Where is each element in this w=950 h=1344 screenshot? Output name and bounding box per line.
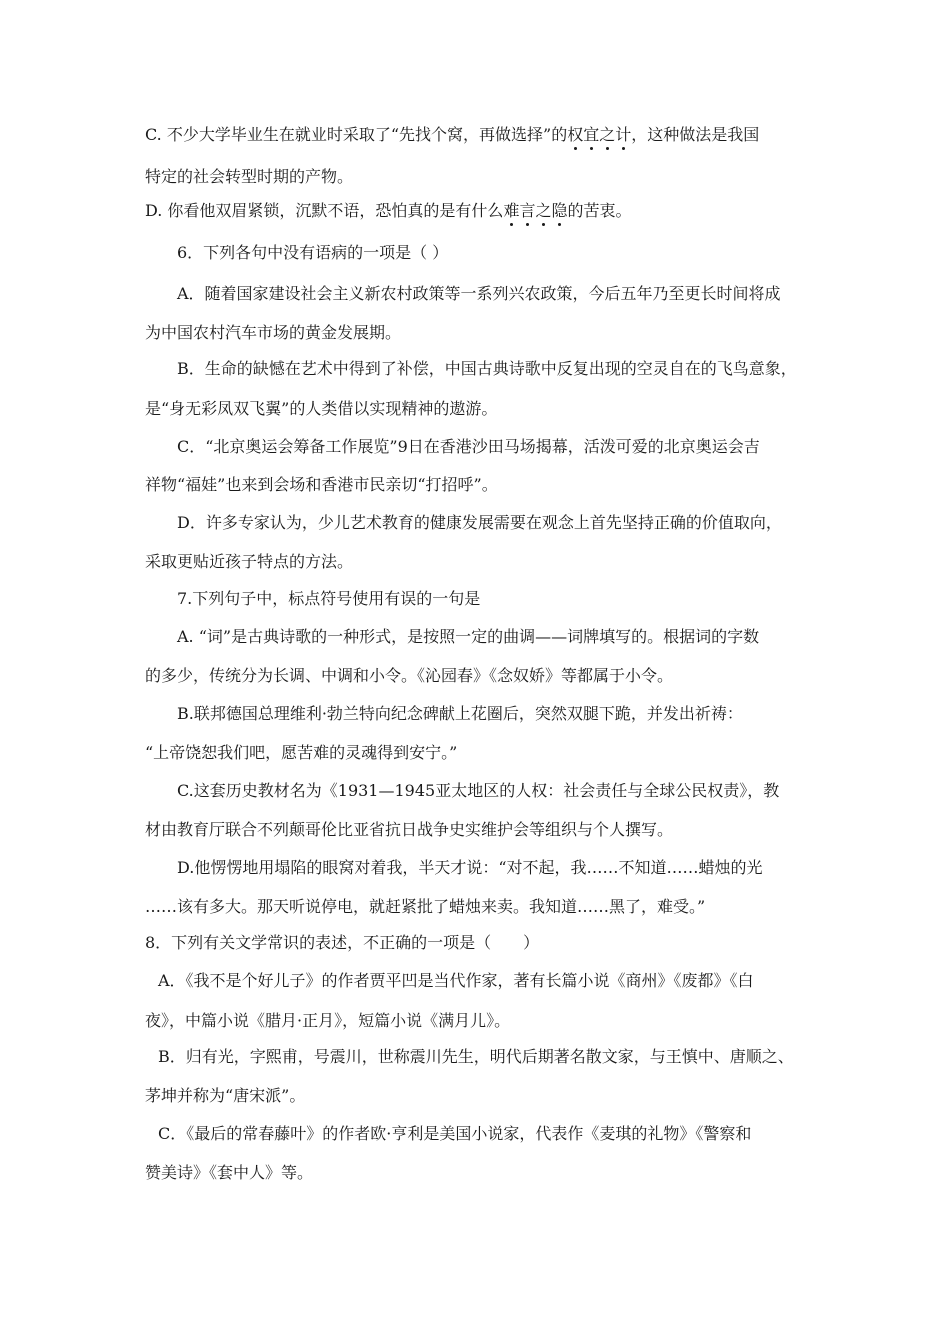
q8-option-c-line1: C．《最后的常春藤叶》的作者欧·亨利是美国小说家，代表作《麦琪的礼物》《警察和	[158, 1124, 752, 1143]
q5-option-d-line1	[145, 200, 631, 222]
q8-option-a-line1: A．《我不是个好儿子》的作者贾平凹是当代作家，著有长篇小说《商州》《废都》《白	[158, 971, 754, 990]
q8-stem: 8．下列有关文学常识的表述，不正确的一项是（ ）	[145, 933, 540, 952]
q7-stem: 7.下列句子中，标点符号使用有误的一句是	[177, 589, 481, 608]
q5-option-c-text-pre: C. 不少大学毕业生在就业时采取了“先找个窝，再做选择”的	[145, 125, 568, 144]
q5-option-c-line2: 特定的社会转型时期的产物。	[145, 167, 354, 186]
q7-option-c-line2: 材由教育厅联合不列颠哥伦比亚省抗日战争史实维护会等组织与个人撰写。	[145, 820, 674, 839]
q6-option-a-line1: A．随着国家建设社会主义新农村政策等一系列兴农政策，今后五年乃至更长时间将成	[177, 284, 781, 303]
q8-option-c-line2: 赞美诗》《套中人》等。	[145, 1163, 314, 1182]
q5-option-d-text-post: 的苦衷。	[567, 201, 632, 220]
q5-option-d-emphasized-idiom: 难言之隐	[503, 200, 567, 222]
q7-option-d-line2: ……该有多大。那天听说停电，就赶紧批了蜡烛来卖。我知道……黑了，难受。”	[145, 897, 706, 916]
emphasis-dots	[503, 223, 567, 229]
q7-option-d-line1: D.他愣愣地用塌陷的眼窝对着我，半天才说：“对不起，我……不知道……蜡烛的光	[177, 858, 763, 877]
emphasis-dots	[567, 147, 631, 153]
q7-option-c-line1: C.这套历史教材名为《1931—1945亚太地区的人权：社会责任与全球公民权责》，教	[177, 781, 780, 800]
q6-option-b-line1: B．生命的缺憾在艺术中得到了补偿，中国古典诗歌中反复出现的空灵自在的飞鸟意象，	[177, 359, 797, 378]
q6-option-c-line2: 祥物“福娃”也来到会场和香港市民亲切“打招呼”。	[145, 475, 498, 494]
q6-option-b-line2: 是“身无彩凤双飞翼”的人类借以实现精神的遨游。	[145, 399, 498, 418]
q6-stem: 6．下列各句中没有语病的一项是（ ）	[177, 243, 449, 262]
q7-option-b-line2: “上帝饶恕我们吧，愿苦难的灵魂得到安宁。”	[145, 743, 458, 762]
q6-option-a-line2: 为中国农村汽车市场的黄金发展期。	[145, 323, 402, 342]
q8-option-a-line2: 夜》，中篇小说《腊月·正月》，短篇小说《满月儿》。	[145, 1011, 511, 1030]
q6-option-d-line2: 采取更贴近孩子特点的方法。	[145, 552, 354, 571]
q5-option-c-line1	[145, 124, 759, 146]
q7-option-b-line1: B.联邦德国总理维利·勃兰特向纪念碑献上花圈后，突然双腿下跪，并发出祈祷：	[177, 704, 743, 723]
q6-option-c-line1: C．“北京奥运会筹备工作展览”9日在香港沙田马场揭幕，活泼可爱的北京奥运会吉	[177, 437, 760, 456]
q7-option-a-line2: 的多少，传统分为长调、中调和小令。《沁园春》《念奴娇》等都属于小令。	[145, 666, 674, 685]
q8-option-b-line1: B．归有光，字熙甫，号震川，世称震川先生，明代后期著名散文家，与王慎中、唐顺之、	[158, 1047, 794, 1066]
q6-option-d-line1: D．许多专家认为，少儿艺术教育的健康发展需要在观念上首先坚持正确的价值取向，	[177, 513, 782, 532]
q5-option-c-text-post: ，这种做法是我国	[631, 125, 760, 144]
q5-option-c-emphasized-idiom: 权宜之计	[567, 124, 631, 146]
q8-option-b-line2: 茅坤并称为“唐宋派”。	[145, 1086, 306, 1105]
q5-option-d-text-pre: D. 你看他双眉紧锁，沉默不语，恐怕真的是有什么	[145, 201, 504, 220]
q7-option-a-line1: A. “词”是古典诗歌的一种形式，是按照一定的曲调——词牌填写的。根据词的字数	[177, 627, 760, 646]
